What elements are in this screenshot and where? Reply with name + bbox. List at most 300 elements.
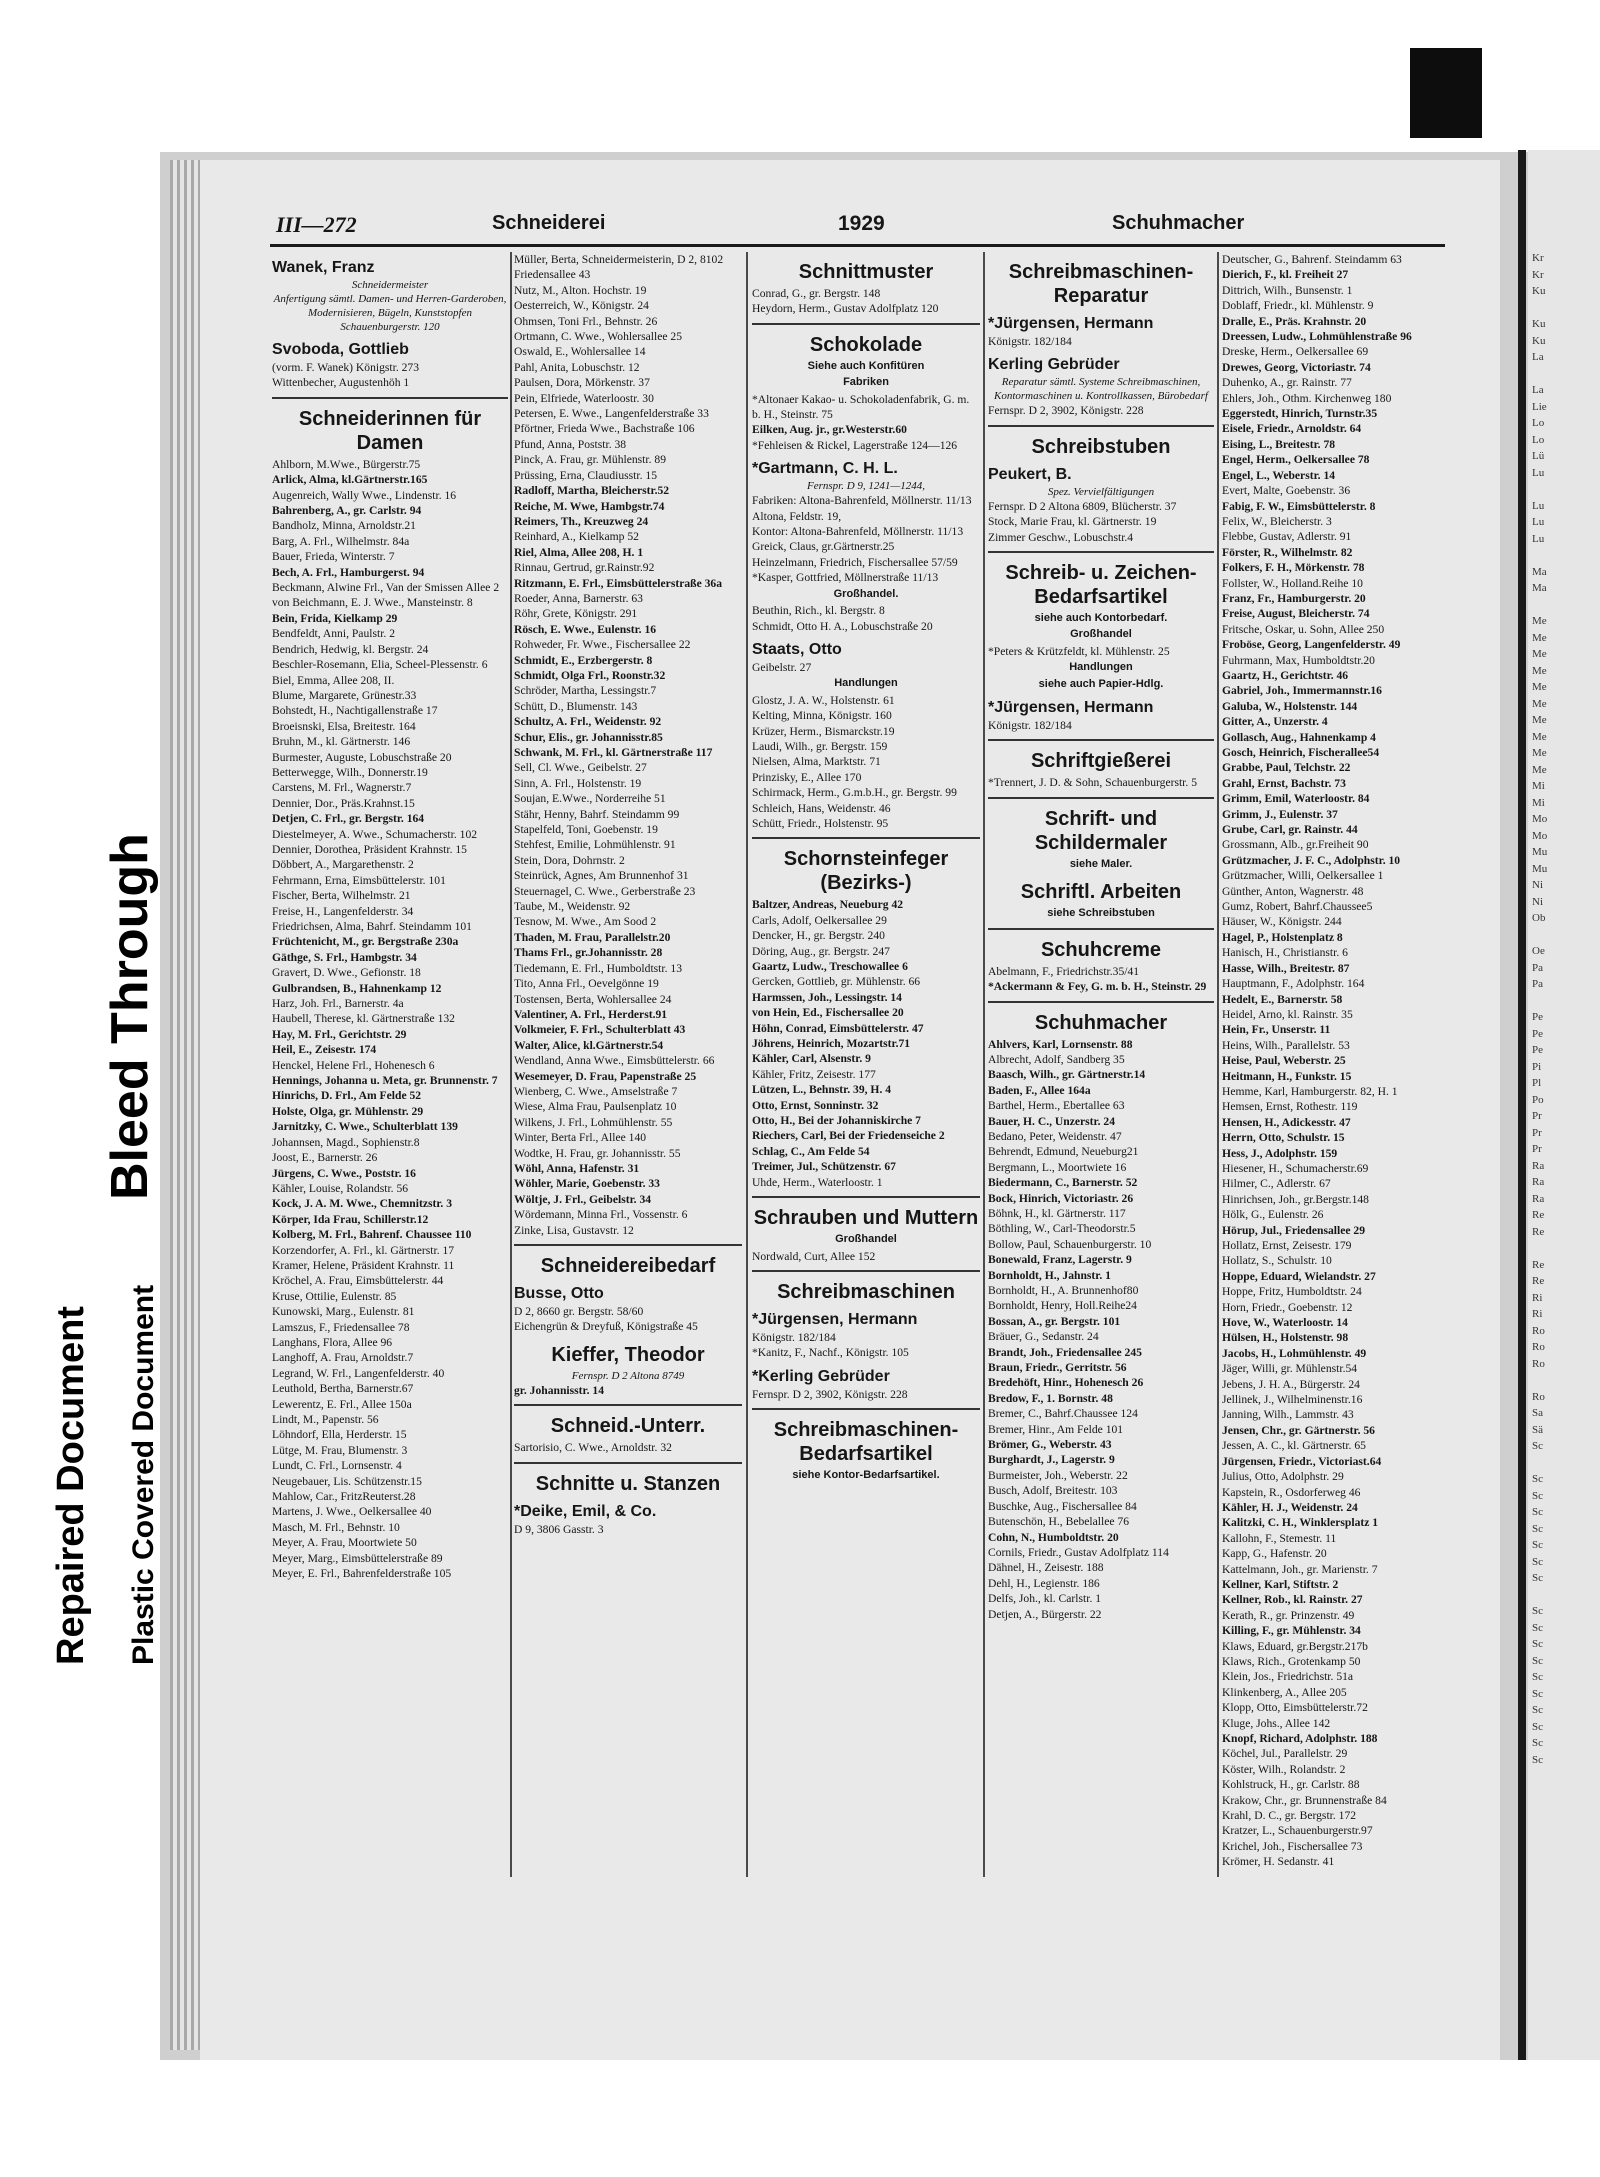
directory-entry: Kähler, Carl, Alsenstr. 9 <box>752 1052 871 1066</box>
directory-entry: Eisele, Friedr., Arnoldstr. 64 <box>1222 422 1362 436</box>
directory-entry: Masch, M. Frl., Behnstr. 10 <box>272 1520 400 1534</box>
directory-entry: Jebens, J. H. A., Bürgerstr. 24 <box>1222 1377 1360 1391</box>
directory-entry: Körper, Ida Frau, Schillerstr.12 <box>272 1212 429 1226</box>
directory-entry: D 2, 8660 gr. Bergstr. 58/60 <box>514 1305 644 1318</box>
directory-entry: Otto, H., Bei der Johanniskirche 7 <box>752 1114 921 1128</box>
directory-entry: Jellinek, J., Wilhelminenstr.16 <box>1222 1393 1363 1407</box>
directory-entry: Biel, Emma, Allee 208, II. <box>272 673 395 687</box>
directory-entry: Freise, H., Langenfelderstr. 34 <box>272 904 414 918</box>
directory-entry: Bedano, Peter, Weidenstr. 47 <box>988 1129 1122 1143</box>
directory-entry: Bossan, A., gr. Bergstr. 101 <box>988 1314 1121 1328</box>
directory-entry: Höhn, Conrad, Eimsbüttelerstr. 47 <box>752 1021 924 1035</box>
directory-entry: Löhndorf, Ella, Herderstr. 15 <box>272 1428 407 1442</box>
directory-entry: Gabriel, Joh., Immermannstr.16 <box>1222 684 1382 698</box>
directory-entry: Kock, J. A. M. Wwe., Chemnitzstr. 3 <box>272 1197 453 1211</box>
facing-page-fragment <box>1528 150 1600 2060</box>
directory-entry: Krakow, Chr., gr. Brunnenstraße 84 <box>1222 1793 1387 1807</box>
directory-entry: Kohlstruck, H., gr. Carlstr. 88 <box>1222 1778 1360 1792</box>
directory-entry: Prüssing, Erna, Claudiusstr. 15 <box>514 468 657 482</box>
directory-entry: Abelmann, F., Friedrichstr.35/41 <box>988 964 1140 978</box>
featured-listing: Peukert, B. <box>988 465 1072 483</box>
directory-entry: Tesnow, M. Wwe., Am Sood 2 <box>514 915 657 929</box>
directory-entry: Rösch, E. Wwe., Eulenstr. 16 <box>514 622 657 636</box>
directory-entry: Klinkenberg, A., Allee 205 <box>1222 1685 1347 1699</box>
directory-entry: Burghardt, J., Lagerstr. 9 <box>988 1453 1115 1467</box>
page-header <box>276 212 1446 242</box>
directory-entry: Großhandel <box>835 1233 897 1246</box>
featured-listing: Staats, Otto <box>752 640 842 658</box>
directory-entry: Heydorn, Herm., Gustav Adolfplatz 120 <box>752 302 939 316</box>
directory-entry: Königstr. 182/184 <box>988 335 1072 348</box>
directory-entry: Dreessen, Ludw., Lohmühlenstraße 96 <box>1222 330 1412 344</box>
directory-entry: Gravert, D. Wwe., Gefionstr. 18 <box>272 966 421 980</box>
directory-entry: Gitter, A., Unzerstr. 4 <box>1222 715 1328 729</box>
directory-entry: Ahlvers, Karl, Lornsenstr. 88 <box>988 1037 1133 1051</box>
directory-entry: Gosch, Heinrich, Fischerallee54 <box>1222 746 1380 759</box>
directory-entry: Wodtke, H. Frau, gr. Johannisstr. 55 <box>514 1146 681 1160</box>
directory-entry: Jürgens, C. Wwe., Poststr. 16 <box>272 1166 416 1180</box>
directory-entry: Kalitzki, C. H., Winklersplatz 1 <box>1222 1516 1379 1530</box>
directory-entry: Reparatur sämtl. Systeme Schreibmaschinen, Kontormaschinen u. Kontrollkassen, Bürobedarf <box>994 376 1208 403</box>
directory-entry: Ritzmann, E. Frl., Eimsbüttelerstraße 36a <box>514 576 723 590</box>
book-gutter <box>1518 150 1526 2060</box>
directory-entry: Dreske, Herm., Oelkersallee 69 <box>1222 345 1369 359</box>
directory-entry: Jacobs, H., Lohmühlenstr. 49 <box>1222 1346 1367 1360</box>
section-rule <box>752 1270 980 1272</box>
directory-entry: D 9, 3806 Gasstr. 3 <box>514 1522 604 1536</box>
column-5 <box>1222 252 1448 1887</box>
directory-entry: Fritsche, Oskar, u. Sohn, Allee 250 <box>1222 622 1385 636</box>
directory-entry: Döring, Aug., gr. Bergstr. 247 <box>752 944 890 958</box>
directory-entry: Neugebauer, Lis. Schützenstr.15 <box>272 1474 422 1488</box>
directory-entry: Lindt, M., Papenstr. 56 <box>272 1413 379 1426</box>
directory-entry: Hiesener, H., Schumacherstr.69 <box>1222 1161 1369 1175</box>
directory-entry: Wesemeyer, D. Frau, Papenstraße 25 <box>514 1069 697 1083</box>
directory-entry: Kähler, H. J., Weidenstr. 24 <box>1222 1500 1358 1514</box>
directory-entry: Wiese, Alma Frau, Paulsenplatz 10 <box>514 1100 677 1114</box>
directory-entry: Laudi, Wilh., gr. Bergstr. 159 <box>752 739 888 753</box>
directory-entry: Ahlborn, M.Wwe., Bürgerstr.75 <box>272 457 421 471</box>
directory-entry: Legrand, W. Frl., Langenfelderstr. 40 <box>272 1366 445 1380</box>
section-heading: Schneiderinnen für Damen <box>298 407 482 454</box>
directory-entry: Johannsen, Magd., Sophienstr.8 <box>272 1135 420 1149</box>
section-rule <box>988 551 1214 553</box>
directory-entry: Heidel, Arno, kl. Rainstr. 35 <box>1222 1007 1353 1021</box>
section-rule <box>752 323 980 325</box>
directory-entry: Nielsen, Alma, Marktstr. 71 <box>752 755 881 769</box>
directory-entry: Bergmann, L., Moortwiete 16 <box>988 1160 1127 1174</box>
directory-entry: Pahl, Anita, Lobuschstr. 12 <box>514 360 640 374</box>
section-rule <box>272 397 508 399</box>
directory-entry: Bredehöft, Hinr., Hohenesch 26 <box>988 1376 1144 1390</box>
directory-entry: Eising, L., Breitestr. 78 <box>1222 437 1336 451</box>
directory-entry: Siehe auch Konfitüren <box>807 359 925 372</box>
directory-entry: Joost, E., Barnerstr. 26 <box>272 1151 378 1165</box>
directory-entry: Oesterreich, W., Königstr. 24 <box>514 299 649 313</box>
directory-entry: Delfs, Joh., kl. Carlstr. 1 <box>988 1592 1102 1606</box>
directory-entry: Volkmeier, F. Frl., Schulterblatt 43 <box>514 1023 686 1037</box>
section-heading: Schreib- u. Zeichen-Bedarfsartikel <box>1005 562 1197 609</box>
directory-entry: Schmidt, Otto H. A., Lobuschstraße 20 <box>752 619 933 633</box>
directory-entry: Korzendorfer, A. Frl., kl. Gärtnerstr. 17 <box>272 1243 455 1257</box>
directory-entry: Fernspr. D 2, 3902, Königstr. 228 <box>752 1387 908 1401</box>
directory-entry: Schröder, Martha, Lessingstr.7 <box>514 684 657 698</box>
directory-entry: Röhr, Grete, Königstr. 291 <box>514 607 638 621</box>
directory-entry: Hasse, Wilh., Breitestr. 87 <box>1222 961 1350 975</box>
directory-entry: *Trennert, J. D. & Sohn, Schauenburgerstr. 5 <box>988 776 1197 790</box>
directory-entry: Früchtenicht, M., gr. Bergstraße 230a <box>272 935 459 949</box>
directory-entry: Petersen, E. Wwe., Langenfelderstraße 33 <box>514 407 709 421</box>
section-heading: Schreibmaschinen-Bedarfsartikel <box>773 1419 959 1466</box>
section-heading: Schriftgießerei <box>1030 750 1172 773</box>
section-heading: Schnitte u. Stanzen <box>535 1472 721 1495</box>
directory-entry: Geibelstr. 27 <box>752 660 812 674</box>
directory-entry: siehe auch Papier-Hdlg. <box>1038 677 1164 690</box>
directory-entry: Hülsen, H., Holstenstr. 98 <box>1222 1331 1349 1345</box>
directory-entry: Nutz, M., Alton. Hochstr. 19 <box>514 283 647 297</box>
directory-entry: Butenschön, H., Bebelallee 76 <box>988 1515 1130 1529</box>
directory-entry: Gumz, Robert, Bahrf.Chaussee5 <box>1222 900 1373 914</box>
featured-listing: Busse, Otto <box>514 1285 604 1302</box>
directory-entry: Bornholdt, H., Jahnstr. 1 <box>988 1268 1111 1282</box>
directory-entry: Hollatz, S., Schulstr. 10 <box>1222 1254 1332 1268</box>
section-rule <box>752 837 980 839</box>
section-heading: Schrauben und Muttern <box>753 1207 979 1230</box>
directory-entry: Kapstein, R., Osdorferweg 46 <box>1222 1485 1361 1499</box>
directory-entry: Hoppe, Fritz, Humboldtstr. 24 <box>1222 1285 1362 1299</box>
directory-entry: Lamszus, F., Friedensallee 78 <box>272 1320 410 1334</box>
directory-entry: Julius, Otto, Adolphstr. 29 <box>1222 1470 1344 1484</box>
directory-entry: (vorm. F. Wanek) Königstr. 273 <box>272 361 420 374</box>
section-rule <box>988 928 1214 930</box>
directory-entry: Treimer, Jul., Schützenstr. 67 <box>752 1160 896 1174</box>
section-heading: Schornsteinfeger (Bezirks-) <box>783 848 949 895</box>
column-divider <box>983 252 985 1877</box>
directory-entry: Bollow, Paul, Schauenburgerstr. 10 <box>988 1237 1152 1251</box>
directory-entry: Carls, Adolf, Oelkersallee 29 <box>752 913 887 927</box>
featured-listing: Svoboda, Gottlieb <box>272 341 409 358</box>
featured-listing: Kerling Gebrüder <box>988 356 1120 374</box>
section-heading: Schneid.-Unterr. <box>550 1415 706 1438</box>
directory-entry: Klopp, Otto, Eimsbüttelerstr.72 <box>1222 1701 1368 1715</box>
directory-entry: Kelting, Minna, Königstr. 160 <box>752 709 892 723</box>
directory-entry: Ohmsen, Toni Frl., Behnstr. 26 <box>514 314 658 328</box>
directory-entry: gr. Johannisstr. 14 <box>514 1383 604 1397</box>
section-heading: Schneidereibedarf <box>540 1255 716 1277</box>
directory-entry: Gaartz, H., Gerichtstr. 46 <box>1222 668 1349 682</box>
directory-entry: Otto, Ernst, Sonninstr. 32 <box>752 1098 879 1112</box>
directory-entry: Schultz, A. Frl., Weidenstr. 92 <box>514 715 662 729</box>
directory-entry: Zimmer Geschw., Lobuschstr.4 <box>988 530 1134 544</box>
column-3 <box>752 252 980 1887</box>
directory-entry: Greick, Claus, gr.Gärtnerstr.25 <box>752 540 895 554</box>
section-heading: Schreibstuben <box>1031 435 1171 458</box>
directory-entry: Buschke, Aug., Fischersallee 84 <box>988 1499 1137 1513</box>
directory-entry: Augenreich, Wally Wwe., Lindenstr. 16 <box>272 488 457 502</box>
directory-entry: Soujan, E.Wwe., Norderreihe 51 <box>514 792 666 806</box>
directory-entry: Kröchel, A. Frau, Eimsbüttelerstr. 44 <box>272 1274 444 1288</box>
directory-entry: Janning, Wilh., Lammstr. 43 <box>1222 1408 1354 1422</box>
directory-entry: Lewerentz, E. Frl., Allee 150a <box>272 1397 412 1411</box>
directory-entry: Jürgensen, Friedr., Victoriast.64 <box>1222 1454 1382 1468</box>
section-heading: Schreibmaschinen-Reparatur <box>1008 261 1194 307</box>
directory-entry: Dennier, Dorothea, Präsident Krahnstr. 15 <box>272 842 467 856</box>
directory-entry: Kolberg, M. Frl., Bahrenf. Chaussee 110 <box>272 1228 472 1242</box>
directory-entry: Carstens, M. Frl., Wagnerstr.7 <box>272 781 412 795</box>
directory-entry: Barg, A. Frl., Wilhelmstr. 84a <box>272 534 410 548</box>
directory-entry: Galuba, W., Holstenstr. 144 <box>1222 699 1358 713</box>
directory-entry: Horn, Friedr., Goebenstr. 12 <box>1222 1300 1353 1314</box>
directory-entry: Kratzer, L., Schauenburgerstr.97 <box>1222 1824 1373 1838</box>
directory-entry: Köster, Wilh., Rolandstr. 2 <box>1222 1762 1346 1776</box>
directory-entry: Arlick, Alma, kl.Gärtnerstr.165 <box>272 473 428 487</box>
directory-entry: Bornholdt, Henry, Holl.Reihe24 <box>988 1299 1137 1313</box>
directory-entry: Engel, Herm., Oelkersallee 78 <box>1222 453 1370 467</box>
directory-entry: Burmeister, Joh., Weberstr. 22 <box>988 1468 1128 1482</box>
section-heading: Schokolade <box>809 333 923 356</box>
directory-entry: Hemme, Karl, Hamburgerstr. 82, H. 1 <box>1222 1084 1398 1098</box>
directory-entry: Sell, Cl. Wwe., Geibelstr. 27 <box>514 761 647 775</box>
directory-entry: Förster, R., Wilhelmstr. 82 <box>1222 545 1353 559</box>
directory-entry: Hölk, G., Eulenstr. 26 <box>1222 1208 1324 1222</box>
directory-entry: Schütt, D., Blumenstr. 143 <box>514 699 638 713</box>
directory-entry: Uhde, Herm., Waterloostr. 1 <box>752 1175 883 1189</box>
directory-entry: Stein, Dora, Dohrnstr. 2 <box>514 853 625 867</box>
directory-entry: Hinrichsen, Joh., gr.Bergstr.148 <box>1222 1192 1369 1206</box>
directory-entry: Cornils, Friedr., Gustav Adolfplatz 114 <box>988 1545 1169 1559</box>
directory-entry: Knopf, Richard, Adolphstr. 188 <box>1222 1732 1378 1745</box>
directory-entry: Gollasch, Aug., Hahnenkamp 4 <box>1222 730 1376 744</box>
directory-entry: Fehrmann, Erna, Eimsbüttelerstr. 101 <box>272 873 446 887</box>
directory-entry: Sinn, A. Frl., Holstenstr. 19 <box>514 776 642 790</box>
directory-entry: Winter, Berta Frl., Allee 140 <box>514 1131 647 1145</box>
directory-entry: Bauer, Frieda, Winterstr. 7 <box>272 550 395 564</box>
directory-entry: Langhoff, A. Frau, Arnoldstr.7 <box>272 1351 414 1365</box>
directory-entry: Kapp, G., Hafenstr. 20 <box>1222 1547 1327 1561</box>
directory-entry: Gercken, Gottlieb, gr. Mühlenstr. 66 <box>752 975 921 989</box>
directory-entry: Beschler-Rosemann, Elia, Scheel-Plessenstr. 6 <box>272 658 488 672</box>
directory-entry: Müller, Berta, Schneidermeisterin, D 2, 8102 Friedensallee 43 <box>514 253 724 282</box>
directory-entry: Duhenko, A., gr. Rainstr. 77 <box>1222 376 1352 390</box>
directory-entry: Kellner, Rob., kl. Rainstr. 27 <box>1222 1593 1363 1607</box>
directory-entry: Gulbrandsen, B., Hahnenkamp 12 <box>272 981 442 995</box>
directory-entry: Taube, M., Weidenstr. 92 <box>514 900 631 914</box>
directory-entry: Schleich, Hans, Weidenstr. 46 <box>752 801 891 815</box>
section-rule <box>514 1462 742 1464</box>
directory-entry: Bremer, Hinr., Am Felde 101 <box>988 1422 1124 1436</box>
directory-entry: Blume, Margarete, Grünestr.33 <box>272 688 417 702</box>
section-rule <box>514 1404 742 1406</box>
directory-entry: Gäthge, S. Frl., Hambgstr. 34 <box>272 950 417 964</box>
featured-listing: *Deike, Emil, & Co. <box>514 1502 657 1520</box>
directory-entry: Krahl, D. C., gr. Bergstr. 172 <box>1222 1809 1357 1823</box>
directory-entry: Kramer, Helene, Präsident Krahnstr. 11 <box>272 1258 455 1272</box>
directory-entry: Großhandel <box>1070 628 1132 641</box>
label-repaired-document: Repaired Document <box>50 1306 92 1665</box>
directory-entry: Lütge, M. Frau, Blumenstr. 3 <box>272 1443 408 1457</box>
directory-entry: Hilmer, C., Adlerstr. 67 <box>1222 1177 1331 1191</box>
directory-entry: Riechers, Carl, Bei der Friedenseiche 2 <box>752 1129 945 1143</box>
directory-entry: von Beichmann, E. J. Wwe., Mansteinstr. 8 <box>272 596 473 610</box>
section-rule <box>988 1001 1214 1003</box>
directory-entry: Hörup, Jul., Friedensallee 29 <box>1222 1223 1365 1237</box>
directory-entry: Rinnau, Gertrud, gr.Rainstr.92 <box>514 561 655 575</box>
directory-entry: Friedrichsen, Alma, Bahrf. Steindamm 101 <box>272 920 472 933</box>
directory-entry: Glostz, J. A. W., Holstenstr. 61 <box>752 693 895 707</box>
directory-entry: Bonewald, Franz, Lagerstr. 9 <box>988 1253 1132 1267</box>
directory-entry: Felix, W., Bleicherstr. 3 <box>1222 514 1332 528</box>
directory-entry: Langhans, Flora, Allee 96 <box>272 1335 393 1349</box>
directory-entry: Baltzer, Andreas, Neueburg 42 <box>752 898 904 912</box>
directory-entry: Freise, August, Bleicherstr. 74 <box>1222 607 1370 621</box>
section-heading: Schriftl. Arbeiten <box>1020 881 1182 904</box>
directory-entry: Wördemann, Minna Frl., Vossenstr. 6 <box>514 1208 688 1222</box>
directory-entry: Kattelmann, Joh., gr. Marienstr. 7 <box>1222 1562 1378 1576</box>
section-rule <box>988 425 1214 427</box>
directory-entry: Deutscher, G., Bahrenf. Steindamm 63 <box>1222 253 1402 266</box>
directory-entry: Reiche, M. Wwe, Hambgstr.74 <box>514 499 665 513</box>
label-plastic-covered: Plastic Covered Document <box>127 1284 160 1665</box>
directory-entry: Königstr. 182/184 <box>752 1330 836 1344</box>
directory-entry: Nordwald, Curt, Allee 152 <box>752 1249 876 1263</box>
directory-entry: siehe Maler. <box>1069 857 1133 870</box>
directory-entry: Stehfest, Emilie, Lohmühlenstr. 91 <box>514 838 676 852</box>
featured-listing: *Jürgensen, Hermann <box>752 1310 918 1328</box>
scan-corner-tab <box>1410 48 1482 138</box>
directory-entry: Hedelt, E., Barnerstr. 58 <box>1222 992 1343 1006</box>
directory-entry: Pein, Elfriede, Waterloostr. 30 <box>514 391 654 405</box>
directory-entry: Bendfeldt, Anni, Paulstr. 2 <box>272 627 396 641</box>
directory-entry: Hanisch, H., Christianstr. 6 <box>1222 946 1348 960</box>
directory-entry: Franz, Fr., Hamburgerstr. 20 <box>1222 591 1366 605</box>
column-divider <box>510 252 512 1877</box>
directory-entry: Bredow, F., 1. Bornstr. 48 <box>988 1391 1113 1405</box>
directory-entry: Stock, Marie Frau, kl. Gärtnerstr. 19 <box>988 515 1157 529</box>
directory-entry: Doblaff, Friedr., kl. Mühlenstr. 9 <box>1222 299 1374 313</box>
section-rule <box>988 739 1214 741</box>
directory-entry: Hollatz, Ernst, Zeisestr. 179 <box>1222 1239 1352 1252</box>
directory-entry: Böthling, W., Carl-Theodorstr.5 <box>988 1222 1136 1236</box>
directory-entry: Bendrich, Hedwig, kl. Bergstr. 24 <box>272 642 429 656</box>
directory-entry: Fabig, F. W., Eimsbüttelerstr. 8 <box>1222 499 1376 513</box>
directory-entry: Kerath, R., gr. Prinzenstr. 49 <box>1222 1608 1355 1622</box>
directory-entry: Wittenbecher, Augustenhöh 1 <box>272 376 410 390</box>
directory-entry: Klein, Jos., Friedrichstr. 51a <box>1222 1670 1354 1684</box>
directory-entry: Ortmann, C. Wwe., Wohlersallee 25 <box>514 330 682 344</box>
directory-entry: Conrad, G., gr. Bergstr. 148 <box>752 287 881 300</box>
directory-entry: Dralle, E., Präs. Krahnstr. 20 <box>1222 314 1367 328</box>
directory-entry: Großhandel. <box>833 587 899 600</box>
directory-entry: Böhnk, H., kl. Gärtnerstr. 117 <box>988 1206 1126 1220</box>
directory-entry: Holste, Olga, gr. Mühlenstr. 29 <box>272 1104 424 1118</box>
directory-entry: Hauptmann, F., Adolphstr. 164 <box>1222 977 1365 991</box>
featured-listing: *Jürgensen, Hermann <box>988 699 1154 717</box>
directory-entry: Sartorisio, C. Wwe., Arnoldstr. 32 <box>514 1441 672 1455</box>
directory-entry: Walter, Alice, kl.Gärtnerstr.54 <box>514 1038 664 1052</box>
directory-entry: Bohstedt, H., Nachtigallenstraße 17 <box>272 704 438 718</box>
directory-entry: Reinhard, A., Kielkamp 52 <box>514 530 639 544</box>
directory-entry: Hay, M. Frl., Gerichtstr. 29 <box>272 1027 407 1041</box>
directory-entry: Detjen, A., Bürgerstr. 22 <box>988 1607 1102 1621</box>
directory-entry: *Ackermann & Fey, G. m. b. H., Steinstr. 29 <box>988 980 1207 994</box>
directory-entry: Haubell, Therese, kl. Gärtnerstraße 132 <box>272 1012 455 1026</box>
directory-entry: Grimm, Emil, Waterloostr. 84 <box>1222 792 1370 806</box>
directory-entry: Hinrichs, D. Frl., Am Felde 52 <box>272 1089 422 1103</box>
directory-entry: Leuthold, Bertha, Barnerstr.67 <box>272 1382 414 1396</box>
directory-entry: Wöhler, Marie, Goebenstr. 33 <box>514 1177 660 1191</box>
directory-entry: Bauer, H. C., Unzerstr. 24 <box>988 1114 1115 1128</box>
directory-entry: Behrendt, Edmund, Neueburg21 <box>988 1145 1139 1159</box>
directory-entry: Fischer, Berta, Wilhelmstr. 21 <box>272 889 411 903</box>
directory-entry: Heitmann, H., Funkstr. 15 <box>1222 1069 1352 1083</box>
section-rule <box>752 1408 980 1410</box>
directory-entry: Häuser, W., Königstr. 244 <box>1222 915 1342 929</box>
directory-entry: Meyer, A. Frau, Moortwiete 50 <box>272 1536 417 1550</box>
directory-entry: Handlungen <box>834 677 898 690</box>
directory-entry: Dennier, Dor., Präs.Krahnst.15 <box>272 796 415 810</box>
section-heading: Schuhmacher <box>1034 1011 1168 1034</box>
directory-entry: Hoppe, Eduard, Wielandstr. 27 <box>1222 1269 1376 1283</box>
directory-entry: Barthel, Herm., Ebertallee 63 <box>988 1099 1125 1113</box>
directory-entry: Fernspr. D 2 Altona 8749 <box>571 1369 685 1382</box>
column-divider <box>746 252 748 1877</box>
section-heading: Kieffer, Theodor <box>551 1343 705 1366</box>
directory-entry: Bräuer, G., Sedanstr. 24 <box>988 1330 1099 1344</box>
directory-entry: Hagel, P., Holstenplatz 8 <box>1222 930 1343 944</box>
directory-entry: Grahl, Ernst, Bachstr. 73 <box>1222 776 1346 790</box>
directory-entry: Hensen, H., Adickesstr. 47 <box>1222 1115 1351 1129</box>
directory-entry: Günther, Anton, Wagnerstr. 48 <box>1222 884 1364 898</box>
directory-entry: Stähr, Henny, Bahrf. Steindamm 99 <box>514 807 680 821</box>
year-heading: 1929 <box>838 212 885 235</box>
directory-entry: Radloff, Martha, Bleicherstr.52 <box>514 484 670 498</box>
directory-entry: von Hein, Ed., Fischersallee 20 <box>752 1006 904 1020</box>
directory-entry: Fernspr. D 2 Altona 6809, Blücherstr. 37 <box>988 499 1177 513</box>
directory-entry: Jessen, A. C., kl. Gärtnerstr. 65 <box>1222 1439 1366 1453</box>
column-divider <box>1217 252 1219 1877</box>
directory-entry: Jäger, Willi, gr. Mühlenstr.54 <box>1222 1362 1358 1376</box>
directory-entry: Killing, F., gr. Mühlenstr. 34 <box>1222 1624 1361 1638</box>
directory-entry: Paulsen, Dora, Mörkenstr. 37 <box>514 376 650 390</box>
directory-entry: Kunowski, Marg., Eulenstr. 81 <box>272 1305 415 1319</box>
directory-entry: Kluge, Johs., Allee 142 <box>1222 1716 1331 1730</box>
directory-entry: Kallohn, F., Stemestr. 11 <box>1222 1531 1337 1545</box>
directory-entry: Schwank, M. Frl., kl. Gärtnerstraße 117 <box>514 746 713 759</box>
directory-entry: Brömer, G., Weberstr. 43 <box>988 1438 1112 1452</box>
directory-entry: Schütt, Friedr., Holstenstr. 95 <box>752 816 889 830</box>
directory-entry: Folkers, F. H., Mörkenstr. 78 <box>1222 561 1365 575</box>
directory-entry: *Altonaer Kakao- u. Schokoladenfabrik, G. m. b. H., Steinstr. 75 <box>752 392 970 422</box>
directory-entry: Fernspr. D 9, 1241—1244, <box>807 480 925 493</box>
directory-entry: Froböse, Georg, Langenfelderstr. 49 <box>1222 638 1401 652</box>
directory-entry: Thaden, M. Frau, Parallelstr.20 <box>514 930 671 944</box>
running-head-left: Schneiderei <box>492 212 606 234</box>
section-heading: Schnittmuster <box>798 261 934 283</box>
column-4 <box>988 252 1214 1887</box>
directory-entry: Drewes, Georg, Victoriastr. 74 <box>1222 360 1371 374</box>
directory-entry: Bech, A. Frl., Hamburgerst. 94 <box>272 565 425 579</box>
directory-entry: Beckmann, Alwine Frl., Van der Smissen Allee 2 <box>272 581 500 595</box>
directory-entry: Schur, Elis., gr. Johannisstr.85 <box>514 730 663 744</box>
directory-entry: Klaws, Eduard, gr.Bergstr.217b <box>1222 1639 1368 1653</box>
featured-listing: *Gartmann, C. H. L. <box>752 460 898 478</box>
directory-entry: Biedermann, C., Barnerstr. 52 <box>988 1176 1138 1190</box>
directory-entry: Meyer, E. Frl., Bahrenfelderstraße 105 <box>272 1567 452 1581</box>
directory-entry: Grabbe, Paul, Telchstr. 22 <box>1222 761 1351 775</box>
directory-entry: Schirmack, Herm., G.m.b.H., gr. Bergstr. 99 <box>752 786 957 800</box>
directory-entry: Busch, Adolf, Breitestr. 103 <box>988 1484 1118 1498</box>
directory-entry: Schmidt, Olga Frl., Roonstr.32 <box>514 668 666 682</box>
